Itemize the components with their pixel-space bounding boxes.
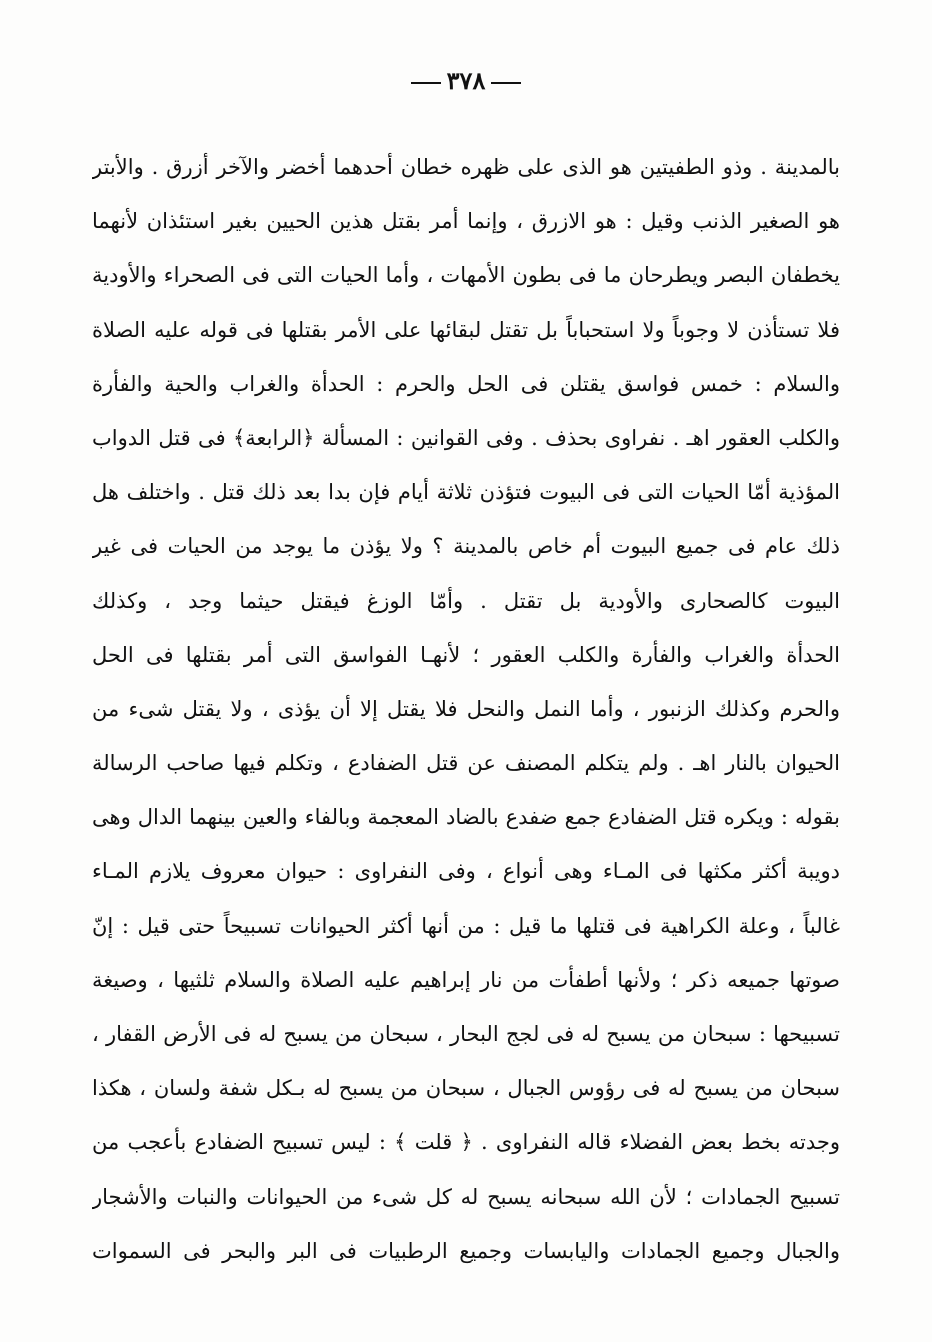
text-line: والكلب العقور اهـ . نفراوى بحذف . وفى القوانين : المسألة ﴿الرابعة﴾ فى قتل الدواب bbox=[92, 425, 840, 450]
page-number-text: ٣٧٨ bbox=[446, 66, 486, 95]
text-line: سبحان من يسبح له فى رؤوس الجبال ، سبحان من يسبح له بـكل شفة ولسان ، هكذا bbox=[92, 1076, 840, 1101]
text-line: والجبال وجميع الجمادات واليابسات وجميع الرطبيات فى البر والبحر فى السموات bbox=[92, 1238, 840, 1263]
dash-right bbox=[491, 82, 521, 84]
text-line: فلا تستأذن لا وجوباً ولا استحباباً بل تقتل لبقائها على الأمر بقتلها فى قوله عليه الصلاة bbox=[92, 317, 840, 342]
text-line: والسلام : خمس فواسق يقتلن فى الحل والحرم : الحدأة والغراب والحية والفأرة bbox=[92, 371, 840, 396]
text-line: بقوله : ويكره قتل الضفادع جمع ضفدع بالضاد المعجمة وبالفاء والعين بينهما الدال وهى bbox=[92, 805, 840, 830]
page-number bbox=[0, 66, 932, 95]
text-line: هو الصغير الذنب وقيل : هو الازرق ، وإنما أمر بقتل هذين الحيين بغير استئذان لأنهما bbox=[92, 209, 840, 234]
text-line: صوتها جميعه ذكر ؛ ولأنها أطفأت من نار إبراهيم عليه الصلاة والسلام ثلثيها ، وصيغة bbox=[92, 967, 840, 992]
text-line: المؤذية أمّا الحيات التى فى البيوت فتؤذن ثلاثة أيام فإن بدا بعد ذلك قتل . واختلف هل bbox=[92, 480, 840, 505]
text-line: الحدأة والغراب والفأرة والكلب العقور ؛ لأنهـا الفواسق التى أمر بقتلها فى الحل bbox=[92, 642, 840, 667]
text-line: وجدته بخط بعض الفضلاء قاله النفراوى . ﴿ قلت ﴾ : ليس تسبيح الضفادع بأعجب من bbox=[92, 1130, 840, 1155]
text-line: البيوت كالصحارى والأودية بل تقتل . وأمّا الوزغ فيقتل حيثما وجد ، وكذلك bbox=[92, 588, 840, 613]
text-line: غالباً ، وعلة الكراهية فى قتلها ما قيل : من أنها أكثر الحيوانات تسبيحاً حتى قيل : إنّ bbox=[92, 913, 840, 938]
text-line: دويبة أكثر مكثها فى المـاء وهى أنواع ، وفى النفراوى : حيوان معروف يلازم المـاء bbox=[92, 859, 840, 884]
text-line: يخطفان البصر ويطرحان ما فى بطون الأمهات ، وأما الحيات التى فى الصحراء والأودية bbox=[92, 263, 840, 288]
text-line: تسبيحها : سبحان من يسبح له فى لجج البحار ، سبحان من يسبح له فى الأرض القفار ، bbox=[92, 1022, 840, 1046]
body-text bbox=[92, 140, 840, 1278]
dash-left bbox=[411, 82, 441, 84]
text-line: تسبيح الجمادات ؛ لأن الله سبحانه يسبح له كل شىء من الحيوانات والنبات والأشجار bbox=[92, 1184, 840, 1209]
text-line: بالمدينة . وذو الطفيتين هو الذى على ظهره خطان أحدهما أخضر والآخر أزرق . والأبتر bbox=[92, 155, 840, 179]
text-line: ذلك عام فى جميع البيوت أم خاص بالمدينة ؟ ولا يؤذن ما يوجد من الحيات فى غير bbox=[92, 534, 840, 559]
text-line: والحرم وكذلك الزنبور ، وأما النمل والنحل فلا يقتل إلا أن يؤذى ، ولا يقتل شىء من bbox=[92, 696, 840, 721]
text-line: الحيوان بالنار اهـ . ولم يتكلم المصنف عن قتل الضفادع ، وتكلم فيها صاحب الرسالة bbox=[92, 751, 840, 776]
